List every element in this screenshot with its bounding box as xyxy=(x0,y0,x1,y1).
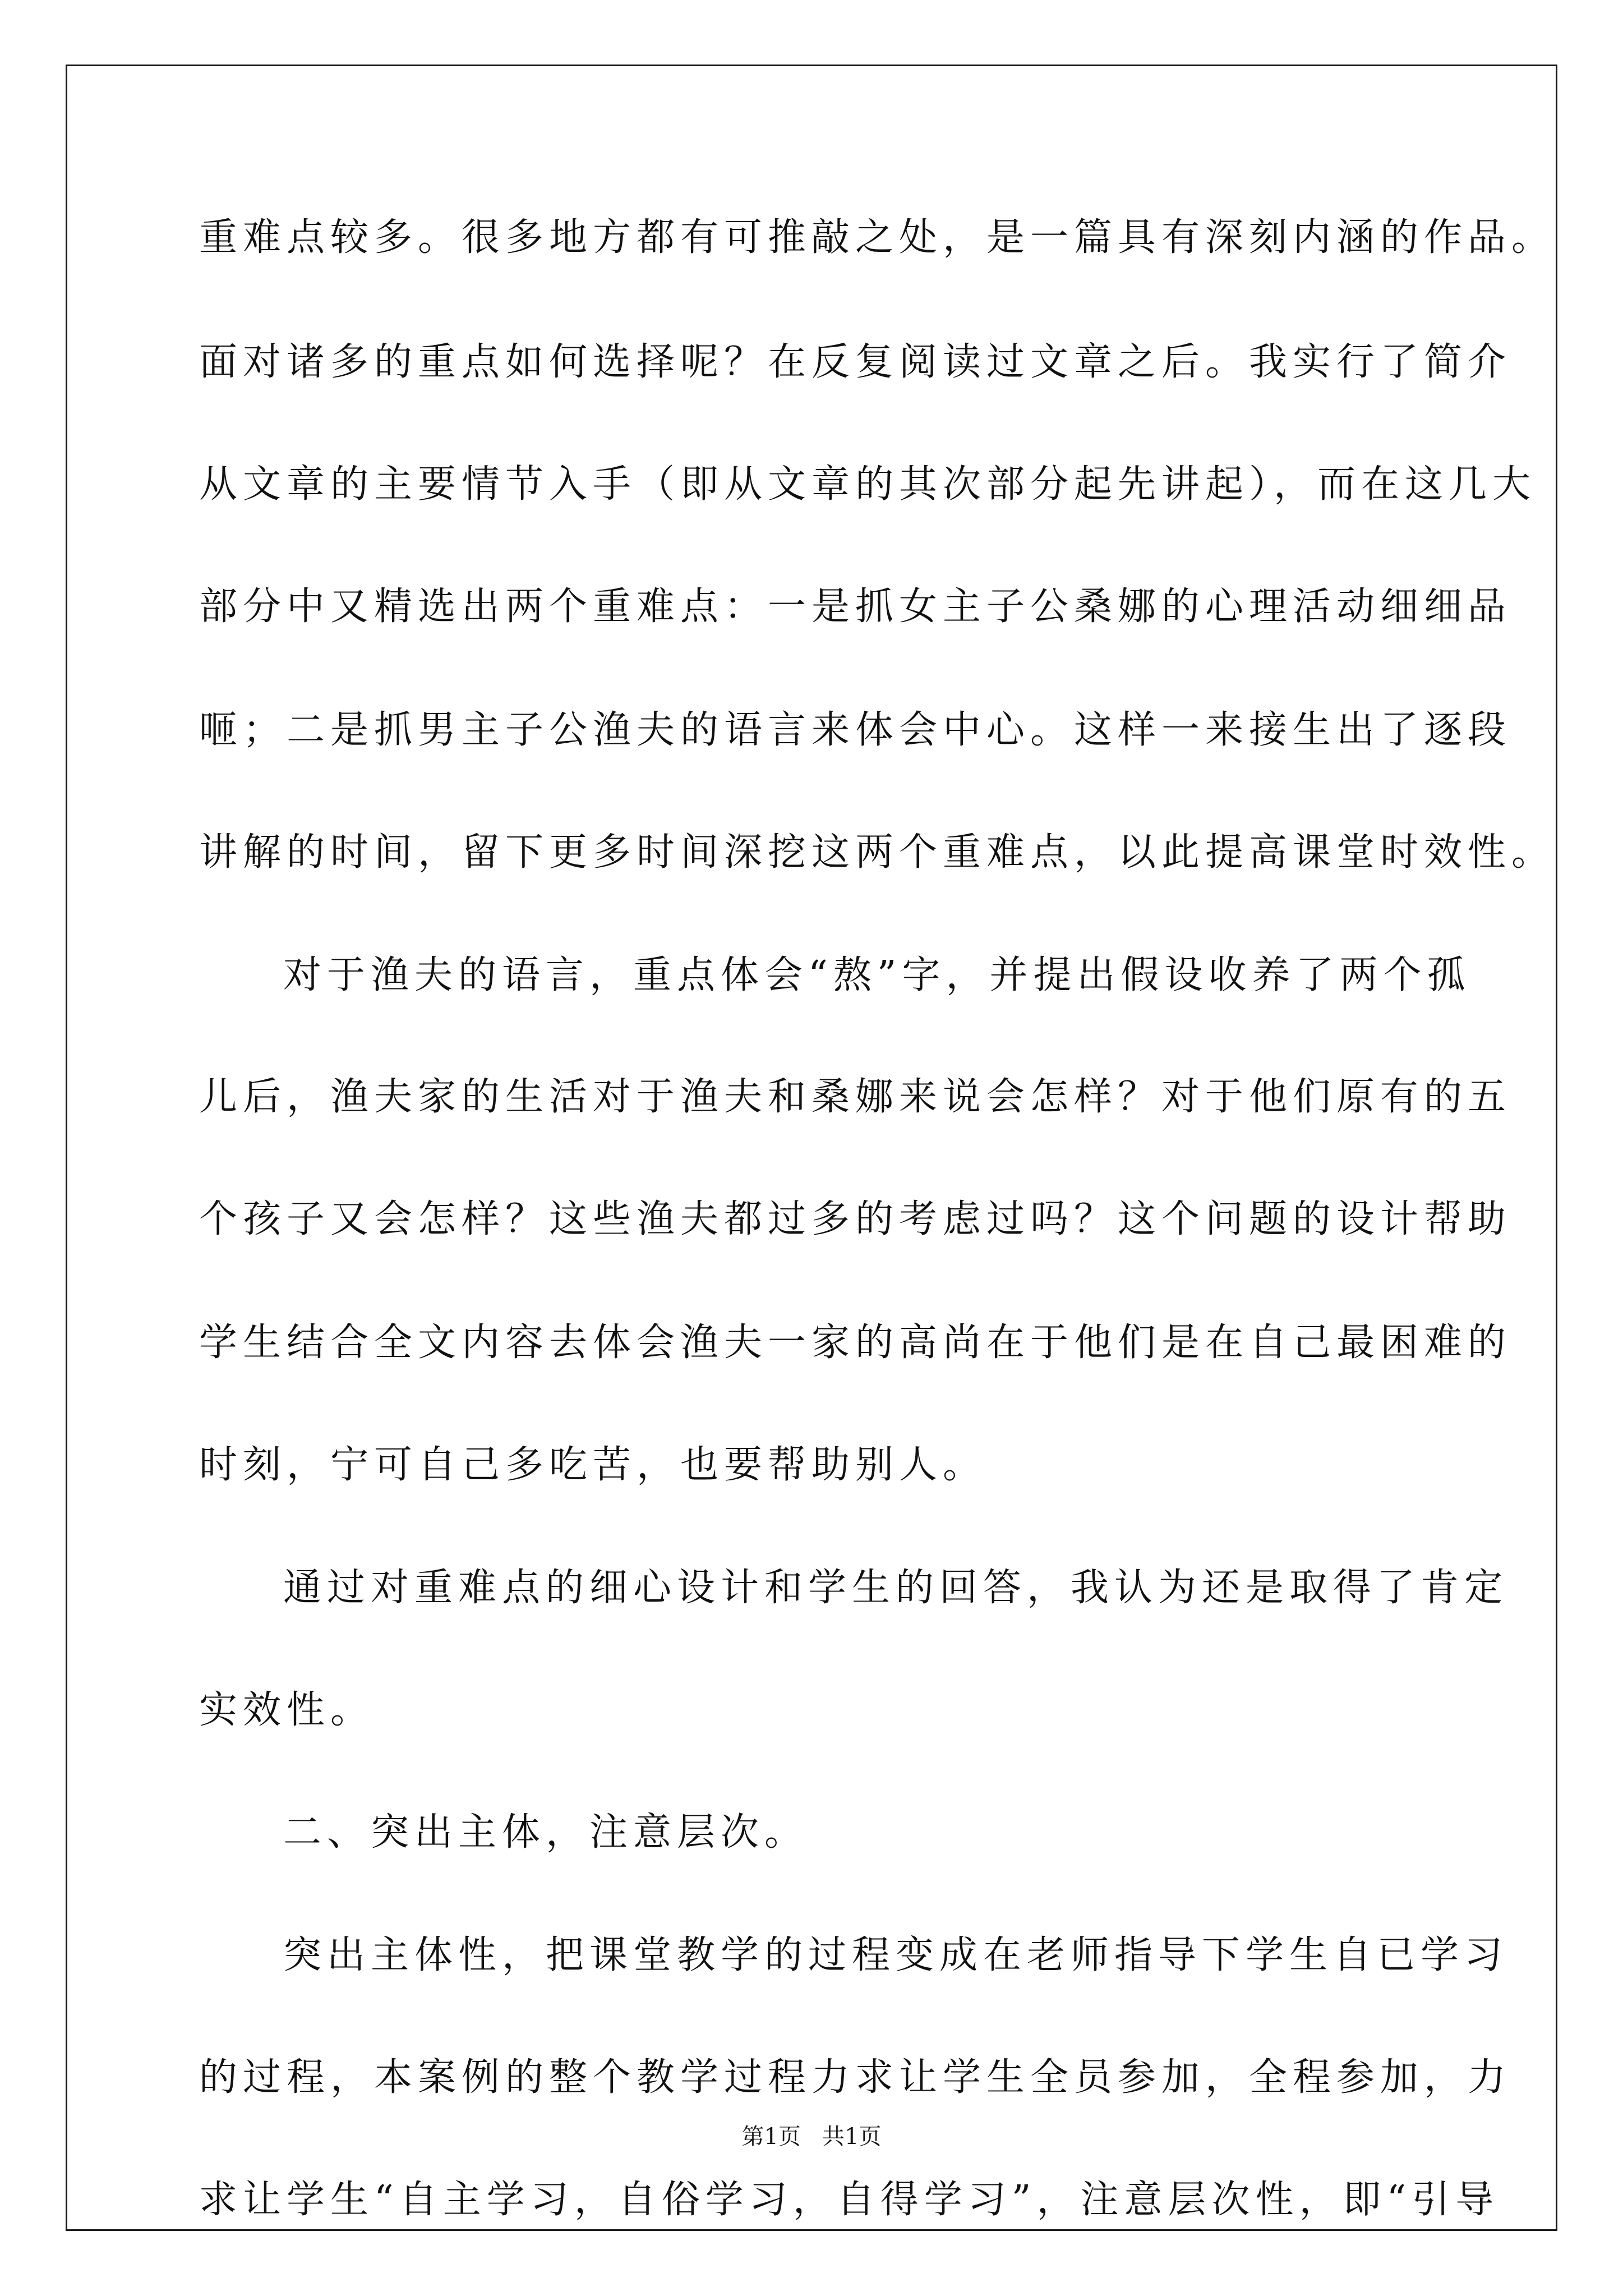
section-heading: 二、突出主体，注意层次。 xyxy=(283,1810,809,1855)
paragraph-first-line: 突出主体性，把课堂教学的过程变成在老师指导下学生自已学习 xyxy=(283,1933,1509,1977)
paragraph-first-line: 通过对重难点的细心设计和学生的回答，我认为还是取得了肯定 xyxy=(283,1566,1509,1610)
text-line: 部分中又精选出两个重难点：一是抓女主子公桑娜的心理活动细细品 xyxy=(199,585,1512,629)
text-line: 讲解的时间，留下更多时间深挖这两个重难点，以此提高课堂时效性。 xyxy=(199,830,1556,875)
text-line: 儿后，渔夫家的生活对于渔夫和桑娜来说会怎样？对于他们原有的五 xyxy=(199,1075,1512,1119)
text-line: 重难点较多。很多地方都有可推敲之处，是一篇具有深刻内涵的作品。 xyxy=(199,215,1556,260)
page-footer: 第1页 共1页 xyxy=(741,2124,882,2150)
text-line: 的过程，本案例的整个教学过程力求让学生全员参加，全程参加，力 xyxy=(199,2055,1512,2100)
page-border xyxy=(66,65,1557,2231)
text-line: 时刻，宁可自己多吃苦，也要帮助别人。 xyxy=(199,1443,987,1487)
text-line: 咂；二是抓男主子公渔夫的语言来体会中心。这样一来接生出了逐段 xyxy=(199,708,1512,752)
text-line: 实效性。 xyxy=(199,1688,375,1732)
text-line: 求让学生“自主学习，自俗学习，自得学习”，注意层次性，即“引导 xyxy=(199,2178,1500,2222)
text-line: 个孩子又会怎样？这些渔夫都过多的考虑过吗？这个问题的设计帮助 xyxy=(199,1197,1512,1241)
paragraph-first-line: 对于渔夫的语言，重点体会“熬”字，并提出假设收养了两个孤 xyxy=(283,953,1471,997)
text-line: 学生结合全文内容去体会渔夫一家的高尚在于他们是在自己最困难的 xyxy=(199,1320,1512,1365)
text-line: 从文章的主要情节入手（即从文章的其次部分起先讲起），而在这几大 xyxy=(199,462,1537,507)
text-line: 面对诸多的重点如何选择呢？在反复阅读过文章之后。我实行了简介 xyxy=(199,340,1512,384)
